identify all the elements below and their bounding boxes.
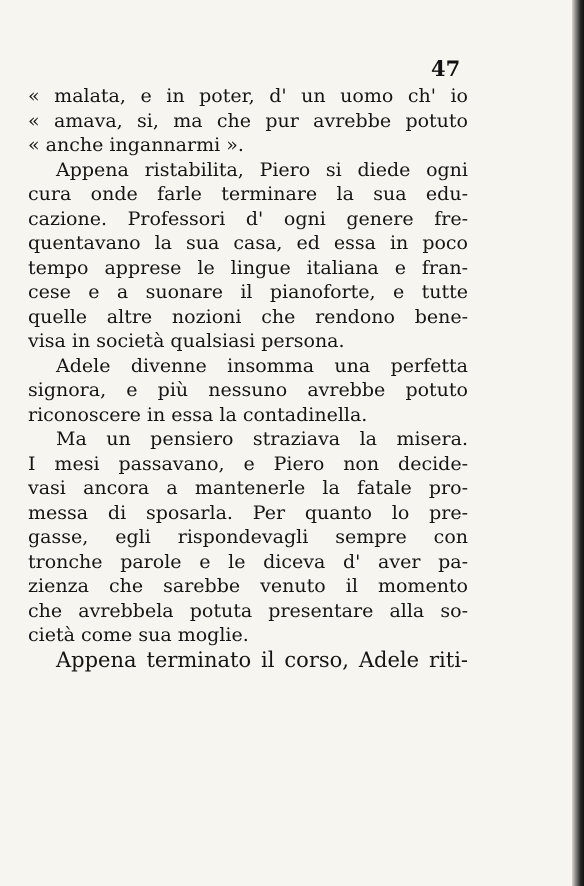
text-line: tempo apprese le lingue italiana e fran- bbox=[28, 256, 468, 279]
text-line: gasse, egli rispondevagli sempre con bbox=[28, 526, 468, 548]
text-line: riconoscere in essa la contadinella. bbox=[28, 403, 368, 426]
text-line: cura onde farle terminare la sua edu- bbox=[28, 183, 468, 205]
text-line: cietà come sua moglie. bbox=[28, 624, 249, 646]
text-line: vasi ancora a mantenerle la fatale pro- bbox=[28, 477, 468, 499]
text-line: cazione. Professori d' ogni genere fre- bbox=[28, 207, 468, 230]
text-line: « malata, e in poter, d' un uomo ch' io bbox=[28, 85, 468, 107]
text-line: « amava, si, ma che pur avrebbe potuto bbox=[28, 109, 468, 132]
text-line: messa di sposarla. Per quanto lo pre- bbox=[28, 501, 468, 524]
text-line: signora, e più nessuno avrebbe potuto bbox=[28, 379, 468, 401]
text-line: Ma un pensiero straziava la misera. bbox=[56, 428, 468, 450]
text-line: Adele divenne insomma una perfetta bbox=[56, 354, 468, 377]
text-line: zienza che sarebbe venuto il momento bbox=[28, 575, 468, 597]
text-line: « anche ingannarmi ». bbox=[28, 134, 244, 156]
text-line: che avrebbela potuta presentare alla so- bbox=[28, 599, 468, 622]
text-line: visa in società qualsiasi persona. bbox=[28, 330, 345, 352]
page-body-text bbox=[28, 84, 468, 672]
text-line: cese e a suonare il pianoforte, e tutte bbox=[28, 281, 468, 303]
text-line: quentavano la sua casa, ed essa in poco bbox=[28, 232, 468, 254]
text-line: Appena terminato il corso, Adele riti- bbox=[56, 647, 468, 672]
text-line: tronche parole e le diceva d' aver pa- bbox=[28, 550, 468, 573]
text-line: Appena ristabilita, Piero si diede ogni bbox=[56, 158, 468, 181]
text-line: I mesi passavano, e Piero non decide- bbox=[28, 452, 468, 475]
text-line: quelle altre nozioni che rendono bene- bbox=[28, 305, 468, 328]
page-number: 47 bbox=[431, 56, 461, 81]
page-edge-shadow bbox=[572, 0, 584, 886]
